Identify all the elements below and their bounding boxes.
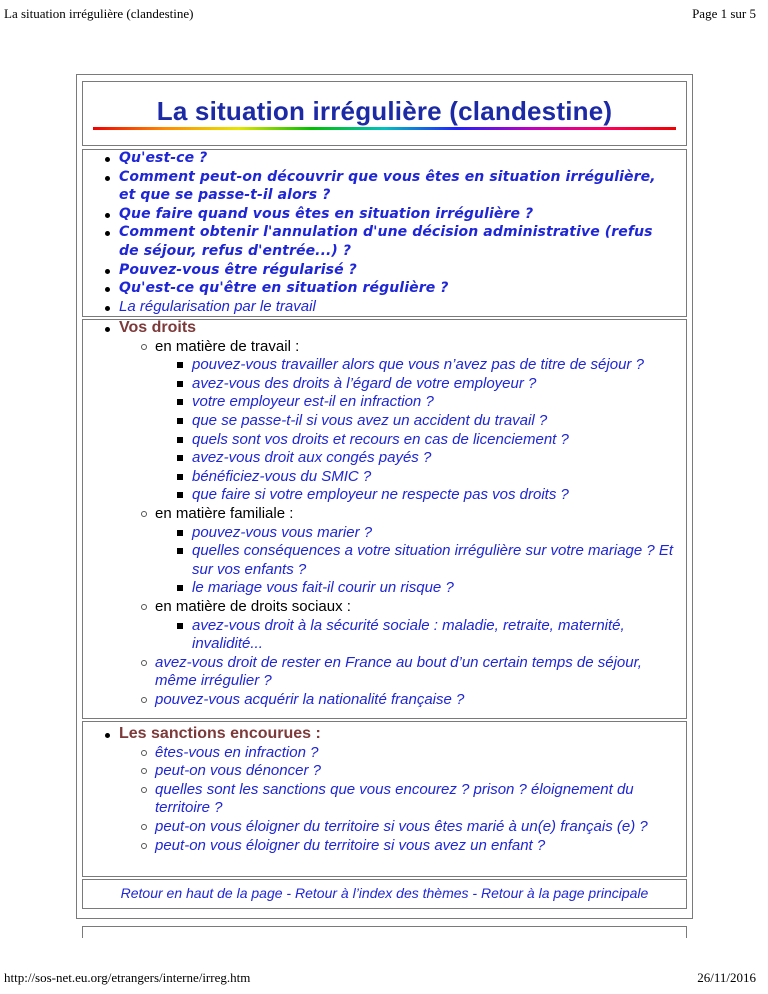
link-sanction-3[interactable]: quelles sont les sanctions que vous encourez ? prison ? éloignement du territoire ? [155, 780, 634, 817]
link-travail-5[interactable]: quels sont vos droits et recours en cas de licenciement ? [192, 430, 569, 448]
list-item [177, 375, 676, 394]
list-item [177, 486, 676, 505]
link-regularisation-travail[interactable]: La régularisation par le travail [119, 297, 316, 315]
link-familiale-1[interactable]: pouvez-vous vous marier ? [192, 523, 373, 541]
list-item [105, 205, 676, 224]
link-sanction-5[interactable]: peut-on vous éloigner du territoire si vous avez un enfant ? [155, 836, 546, 854]
sub-item [141, 691, 676, 710]
link-top[interactable]: Retour en haut de la page [120, 885, 283, 901]
link-regularise[interactable]: Pouvez-vous être régularisé ? [119, 261, 357, 278]
nav-links [83, 885, 686, 901]
list-item [177, 617, 676, 654]
print-footer [4, 970, 764, 988]
list-item [105, 261, 676, 280]
list-item [177, 356, 676, 375]
section-heading-droits: Vos droits [119, 319, 197, 336]
link-travail-1[interactable]: pouvez-vous travailler alors que vous n’avez pas de titre de séjour ? [192, 356, 644, 374]
list-item [105, 298, 676, 317]
list-item [177, 412, 676, 431]
sub-item [141, 837, 676, 856]
link-travail-6[interactable]: avez-vous droit aux congés payés ? [192, 449, 432, 467]
link-travail-3[interactable]: votre employeur est-il en infraction ? [192, 393, 434, 411]
print-header [4, 6, 764, 24]
list-item [177, 468, 676, 487]
link-annulation[interactable]: Comment obtenir l'annulation d'une décision administrative (refus de séjour, refus d'entrée...) ? [119, 224, 653, 259]
page-title: La situation irrégulière (clandestine) [156, 96, 613, 126]
label-familiale: en matière familiale : [155, 504, 294, 522]
list-item [105, 168, 676, 205]
sub-item [141, 781, 676, 818]
section-heading-sanctions: Les sanctions encourues : [119, 725, 321, 742]
sub-item [141, 744, 676, 763]
link-index[interactable]: Retour à l’index des thèmes [295, 885, 469, 901]
list-item [105, 223, 676, 260]
label-travail: en matière de travail : [155, 337, 300, 355]
print-footer-date: 26/11/2016 [697, 970, 756, 985]
section-intro [82, 149, 687, 317]
list-item [105, 279, 676, 298]
link-familiale-2[interactable]: quelles conséquences a votre situation irrégulière sur votre mariage ? Et sur vos enfants ? [192, 542, 674, 578]
list-item [105, 725, 676, 855]
print-header-page: Page 1 sur 5 [692, 6, 756, 21]
sub-item [141, 762, 676, 781]
sub-item [141, 654, 676, 691]
list-item [177, 431, 676, 450]
nav-separator: - [468, 885, 481, 901]
print-header-title: La situation irrégulière (clandestine) [4, 6, 194, 21]
next-table-top [82, 926, 687, 938]
nav-bar [82, 879, 687, 909]
section-droits [82, 319, 687, 719]
sub-item [141, 818, 676, 837]
link-nationalite[interactable]: pouvez-vous acquérir la nationalité française ? [155, 690, 465, 708]
link-travail-2[interactable]: avez-vous des droits à l’égard de votre employeur ? [192, 374, 537, 392]
link-main[interactable]: Retour à la page principale [481, 885, 649, 901]
list-item [105, 149, 676, 168]
link-sanction-1[interactable]: êtes-vous en infraction ? [155, 743, 319, 761]
rainbow-divider [93, 127, 676, 130]
link-travail-7[interactable]: bénéficiez-vous du SMIC ? [192, 467, 372, 485]
section-sanctions [82, 721, 687, 877]
sub-item [141, 338, 676, 505]
list-item [177, 393, 676, 412]
link-sanction-2[interactable]: peut-on vous dénoncer ? [155, 762, 321, 780]
list-item [177, 542, 676, 579]
title-cell [82, 81, 687, 146]
label-sociaux: en matière de droits sociaux : [155, 597, 351, 615]
link-travail-4[interactable]: que se passe-t-il si vous avez un accident du travail ? [192, 411, 548, 429]
link-familiale-3[interactable]: le mariage vous fait-il courir un risque ? [192, 579, 454, 597]
list-item [177, 524, 676, 543]
print-footer-url: http://sos-net.eu.org/etrangers/interne/irreg.htm [4, 970, 251, 985]
sub-item [141, 598, 676, 654]
link-que-faire[interactable]: Que faire quand vous êtes en situation irrégulière ? [119, 205, 534, 222]
link-situation-reguliere[interactable]: Qu'est-ce qu'être en situation régulière ? [119, 280, 449, 297]
list-item [177, 579, 676, 598]
link-sanction-4[interactable]: peut-on vous éloigner du territoire si vous êtes marié à un(e) français (e) ? [155, 817, 648, 835]
link-travail-8[interactable]: que faire si votre employeur ne respecte pas vos droits ? [192, 486, 569, 504]
sub-item [141, 505, 676, 598]
link-quest-ce[interactable]: Qu'est-ce ? [119, 150, 208, 166]
list-item [105, 319, 676, 709]
list-item [177, 449, 676, 468]
nav-separator: - [282, 885, 295, 901]
link-decouvrir[interactable]: Comment peut-on découvrir que vous êtes en situation irrégulière, et que se passe-t-il alors ? [119, 168, 656, 204]
link-rester[interactable]: avez-vous droit de rester en France au bout d’un certain temps de séjour, même irrégulier ? [155, 653, 642, 690]
link-sociaux-1[interactable]: avez-vous droit à la sécurité sociale : maladie, retraite, maternité, invalidité... [192, 616, 625, 653]
